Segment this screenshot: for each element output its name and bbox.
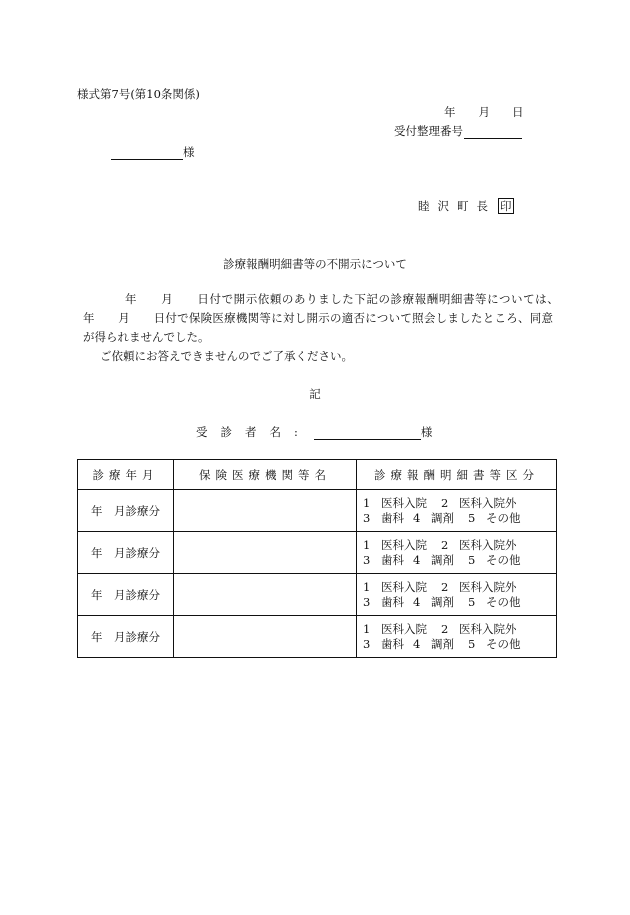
patient-line (196, 424, 432, 440)
treatment-month-cell[interactable]: 年 月診療分 (78, 490, 174, 532)
statement-category-cell (357, 616, 557, 658)
issuer (418, 198, 514, 214)
date-year: 年 (444, 105, 456, 119)
institution-name-cell[interactable] (174, 574, 357, 616)
body-paragraph-2: ご依頼にお答えできませんのでご了承ください。 (100, 349, 353, 363)
addressee-name-field[interactable] (111, 147, 183, 160)
category-number[interactable]: 2 (441, 621, 449, 636)
category-number[interactable]: 1 (363, 579, 371, 594)
category-number[interactable]: 3 (363, 636, 371, 651)
table-row (78, 490, 557, 532)
category-number[interactable]: 5 (468, 552, 476, 567)
category-number[interactable]: 1 (363, 621, 371, 636)
category-label: 医科入院外 (459, 579, 517, 594)
category-label: 歯科 (381, 594, 404, 609)
category-label: 医科入院外 (459, 537, 517, 552)
category-label: その他 (486, 636, 521, 651)
category-label: 調剤 (431, 636, 454, 651)
patient-suffix: 様 (420, 425, 433, 439)
institution-name-cell[interactable] (174, 532, 357, 574)
table-row (78, 616, 557, 658)
category-label: 歯科 (381, 552, 404, 567)
date-line (444, 104, 524, 120)
table-header-row (78, 460, 557, 490)
institution-name-cell[interactable] (174, 616, 357, 658)
category-label: 歯科 (381, 636, 404, 651)
category-options-line (363, 622, 556, 637)
date-day: 日 (512, 105, 524, 119)
category-number[interactable]: 1 (363, 537, 371, 552)
treatment-month-cell[interactable]: 年 月診療分 (78, 616, 174, 658)
header-statement-category: 診療報酬明細書等区分 (357, 460, 557, 490)
category-options-line (363, 580, 556, 595)
form-number: 様式第7号(第10条関係) (77, 87, 200, 101)
category-options-line (363, 496, 556, 511)
treatment-month-cell[interactable]: 年 月診療分 (78, 574, 174, 616)
category-options-line (363, 511, 556, 526)
category-options-line (363, 637, 556, 652)
category-label: 医科入院 (381, 579, 427, 594)
category-number[interactable]: 2 (441, 537, 449, 552)
category-number[interactable]: 4 (413, 594, 421, 609)
statement-category-cell (357, 574, 557, 616)
category-number[interactable]: 3 (363, 594, 371, 609)
patient-name-field[interactable] (314, 427, 421, 440)
category-options-line (363, 553, 556, 568)
treatment-month-cell[interactable]: 年 月診療分 (78, 532, 174, 574)
body-text (83, 290, 576, 366)
category-label: 調剤 (431, 594, 454, 609)
receipt-number-field[interactable] (464, 126, 522, 139)
issuer-name: 睦沢町長 (418, 199, 496, 213)
addressee-suffix: 様 (183, 145, 195, 159)
body-paragraph-1: 年 月 日付で開示依頼のありました下記の診療報酬明細書等については、 年 月 日付で保険医療機関等に対し開示の適否について照会しましたところ、同意が得られませんでした。 (83, 292, 576, 344)
patient-label: 受診者名 (196, 425, 294, 439)
category-label: 医科入院外 (459, 495, 517, 510)
category-options-line (363, 595, 556, 610)
category-label: 医科入院 (381, 621, 427, 636)
seal-mark: 印 (500, 199, 512, 213)
date-month: 月 (478, 105, 490, 119)
category-number[interactable]: 4 (413, 552, 421, 567)
category-label: 医科入院 (381, 537, 427, 552)
category-number[interactable]: 5 (468, 636, 476, 651)
statement-category-cell (357, 490, 557, 532)
header-treatment-month: 診療年月 (78, 460, 174, 490)
category-number[interactable]: 3 (363, 510, 371, 525)
category-label: 歯科 (381, 510, 404, 525)
category-label: 医科入院 (381, 495, 427, 510)
category-label: その他 (486, 594, 521, 609)
category-number[interactable]: 5 (468, 594, 476, 609)
receipt-number (394, 123, 522, 139)
category-number[interactable]: 2 (441, 495, 449, 510)
document-subject: 診療報酬明細書等の不開示について (223, 257, 407, 271)
table-row (78, 532, 557, 574)
category-label: その他 (486, 552, 521, 567)
category-number[interactable]: 5 (468, 510, 476, 525)
institution-name-cell[interactable] (174, 490, 357, 532)
category-number[interactable]: 2 (441, 579, 449, 594)
category-options-line (363, 538, 556, 553)
category-label: その他 (486, 510, 521, 525)
category-number[interactable]: 4 (413, 510, 421, 525)
ki-heading: 記 (309, 387, 321, 401)
category-number[interactable]: 1 (363, 495, 371, 510)
statement-category-cell (357, 532, 557, 574)
category-label: 医科入院外 (459, 621, 517, 636)
table-row (78, 574, 557, 616)
header-institution-name: 保険医療機関等名 (174, 460, 357, 490)
patient-colon: : (294, 425, 298, 439)
records-table (77, 459, 557, 658)
category-number[interactable]: 4 (413, 636, 421, 651)
category-label: 調剤 (431, 510, 454, 525)
addressee (111, 144, 195, 160)
category-number[interactable]: 3 (363, 552, 371, 567)
category-label: 調剤 (431, 552, 454, 567)
receipt-label: 受付整理番号 (394, 124, 463, 138)
